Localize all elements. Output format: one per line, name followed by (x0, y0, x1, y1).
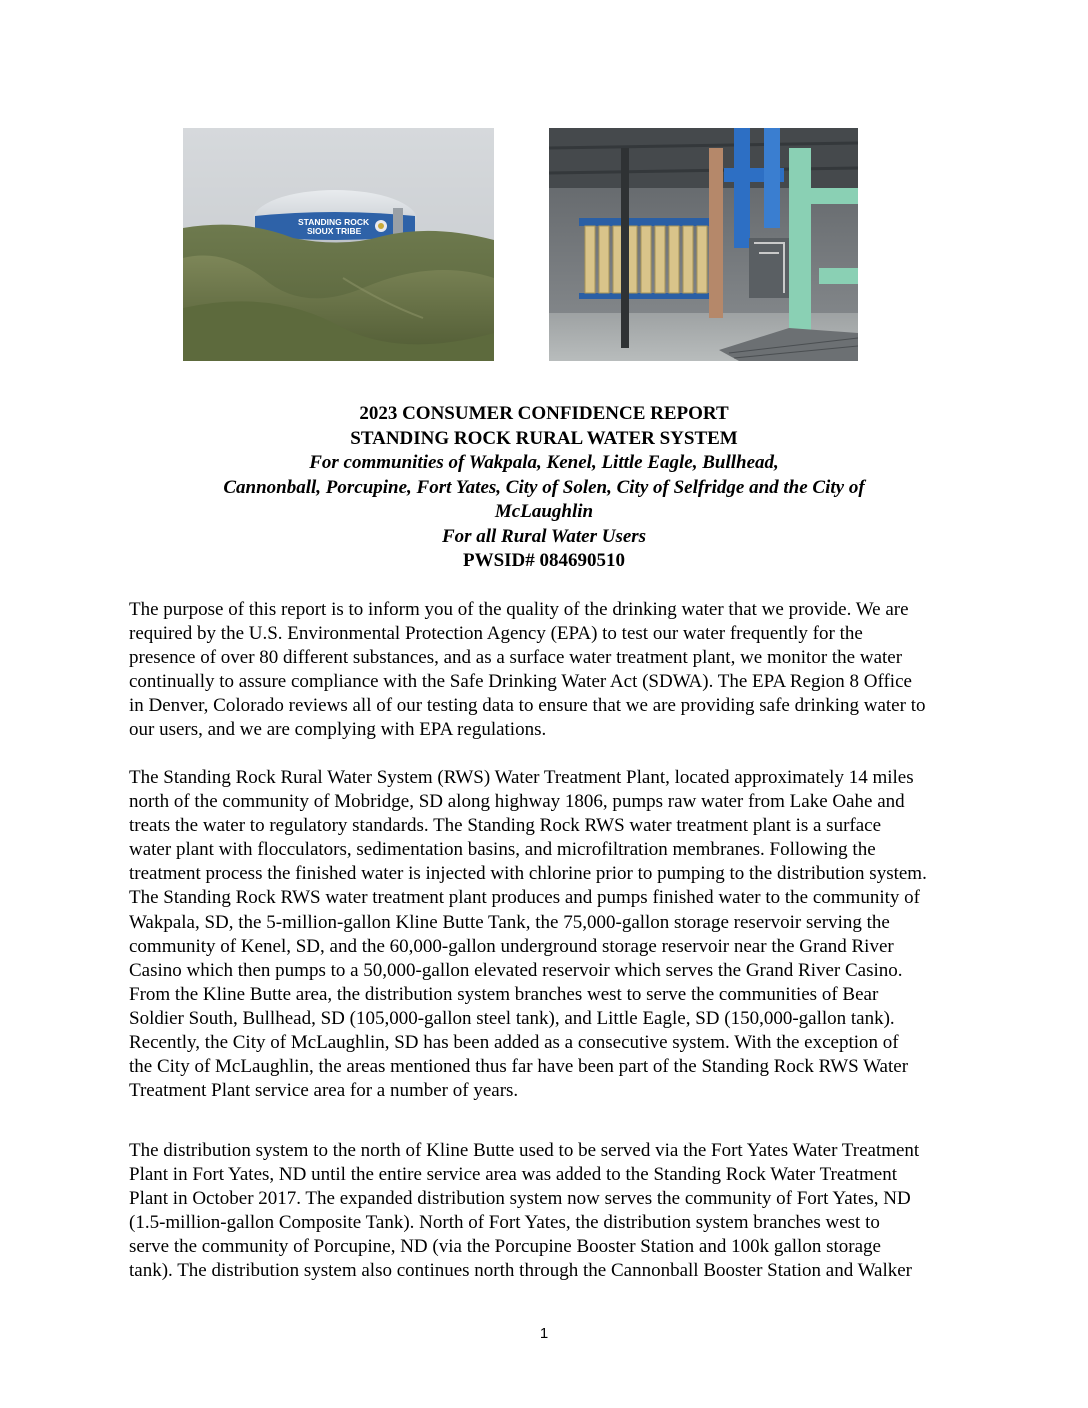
text-line: tank). The distribution system also continues north through the Cannonball Booster Station and Walker (129, 1260, 912, 1282)
text-line: From the Kline Butte area, the distribution system branches west to serve the communities of Bear (129, 983, 879, 1005)
tank-label-line2: SIOUX TRIBE (307, 226, 362, 236)
paragraph-distribution-system (129, 1139, 1029, 1284)
paragraph-purpose (129, 598, 1029, 743)
text-line: treats the water to regulatory standards. The Standing Rock RWS water treatment plant is a surface (129, 815, 882, 837)
communities-line-1: For communities of Wakpala, Kenel, Little Eagle, Bullhead, (309, 452, 779, 473)
water-tank-photo (183, 128, 494, 361)
report-title: 2023 CONSUMER CONFIDENCE REPORT (359, 403, 729, 424)
text-line: required by the U.S. Environmental Protection Agency (EPA) to test our water frequently for the (129, 623, 863, 645)
text-line: (1.5-million-gallon Composite Tank). North of Fort Yates, the distribution system branches west to (129, 1212, 880, 1234)
text-line: The purpose of this report is to inform you of the quality of the drinking water that we provide. We are (129, 599, 909, 620)
text-line: Recently, the City of McLaughlin, SD has been added as a consecutive system. With the exception of (129, 1032, 899, 1054)
text-line: The Standing Rock RWS water treatment plant produces and pumps finished water to the community of (129, 887, 920, 909)
tank-label (298, 217, 370, 236)
text-line: our users, and we are complying with EPA regulations. (129, 719, 547, 741)
text-line: in Denver, Colorado reviews all of our testing data to ensure that we are providing safe drinking water to (129, 695, 926, 717)
text-line: continually to assure compliance with the Safe Drinking Water Act (SDWA). The EPA Region 8 Office (129, 671, 912, 693)
text-line: presence of over 80 different substances, and as a surface water treatment plant, we monitor the water (129, 647, 903, 669)
text-line: serve the community of Porcupine, ND (via the Porcupine Booster Station and 100k gallon storage (129, 1236, 881, 1258)
page-number: 1 (539, 1325, 549, 1342)
communities-line-3: McLaughlin (494, 501, 594, 522)
text-line: The Standing Rock Rural Water System (RWS) Water Treatment Plant, located approximately 14 miles (129, 767, 914, 788)
text-line: Casino which then pumps to a 50,000-gallon elevated reservoir which serves the Grand River Casino. (129, 959, 903, 981)
text-line: Wakpala, SD, the 5-million-gallon Kline Butte Tank, the 75,000-gallon storage reservoir serving the (129, 911, 890, 933)
text-line: treatment process the finished water is injected with chlorine prior to pumping to the distribution system. (129, 863, 927, 885)
communities-line-2: Cannonball, Porcupine, Fort Yates, City of Solen, City of Selfridge and the City of (223, 476, 865, 498)
tank-label-line1: STANDING ROCK (298, 217, 370, 227)
text-line: water plant with flocculators, sedimentation basins, and microfiltration membranes. Following the (129, 839, 876, 861)
text-line: Plant in Fort Yates, ND until the entire service area was added to the Standing Rock Water Treatment (129, 1164, 897, 1186)
treatment-plant-photo (549, 128, 858, 361)
audience-line: For all Rural Water Users (441, 525, 647, 547)
text-line: Treatment Plant service area for a number of years. (129, 1080, 519, 1102)
text-line: The distribution system to the north of Kline Butte used to be served via the Fort Yates Water Treatment (129, 1140, 920, 1161)
text-line: the City of McLaughlin, the areas mentioned thus far have been part of the Standing Rock RWS Water (129, 1056, 909, 1078)
pwsid: PWSID# 084690510 (462, 550, 626, 571)
text-line: community of Kenel, SD, and the 60,000-gallon underground storage reservoir near the Grand River (129, 935, 894, 957)
system-name: STANDING ROCK RURAL WATER SYSTEM (350, 427, 738, 449)
text-line: north of the community of Mobridge, SD along highway 1806, pumps raw water from Lake Oahe and (129, 791, 905, 813)
report-title-block (120, 402, 968, 574)
text-line: Plant in October 2017. The expanded distribution system now serves the community of Fort Yates, ND (129, 1188, 911, 1210)
text-line: Soldier South, Bullhead, SD (105,000-gallon steel tank), and Little Eagle, SD (150,000-gallon tank). (129, 1007, 895, 1029)
paragraph-treatment-plant (129, 766, 1029, 1103)
